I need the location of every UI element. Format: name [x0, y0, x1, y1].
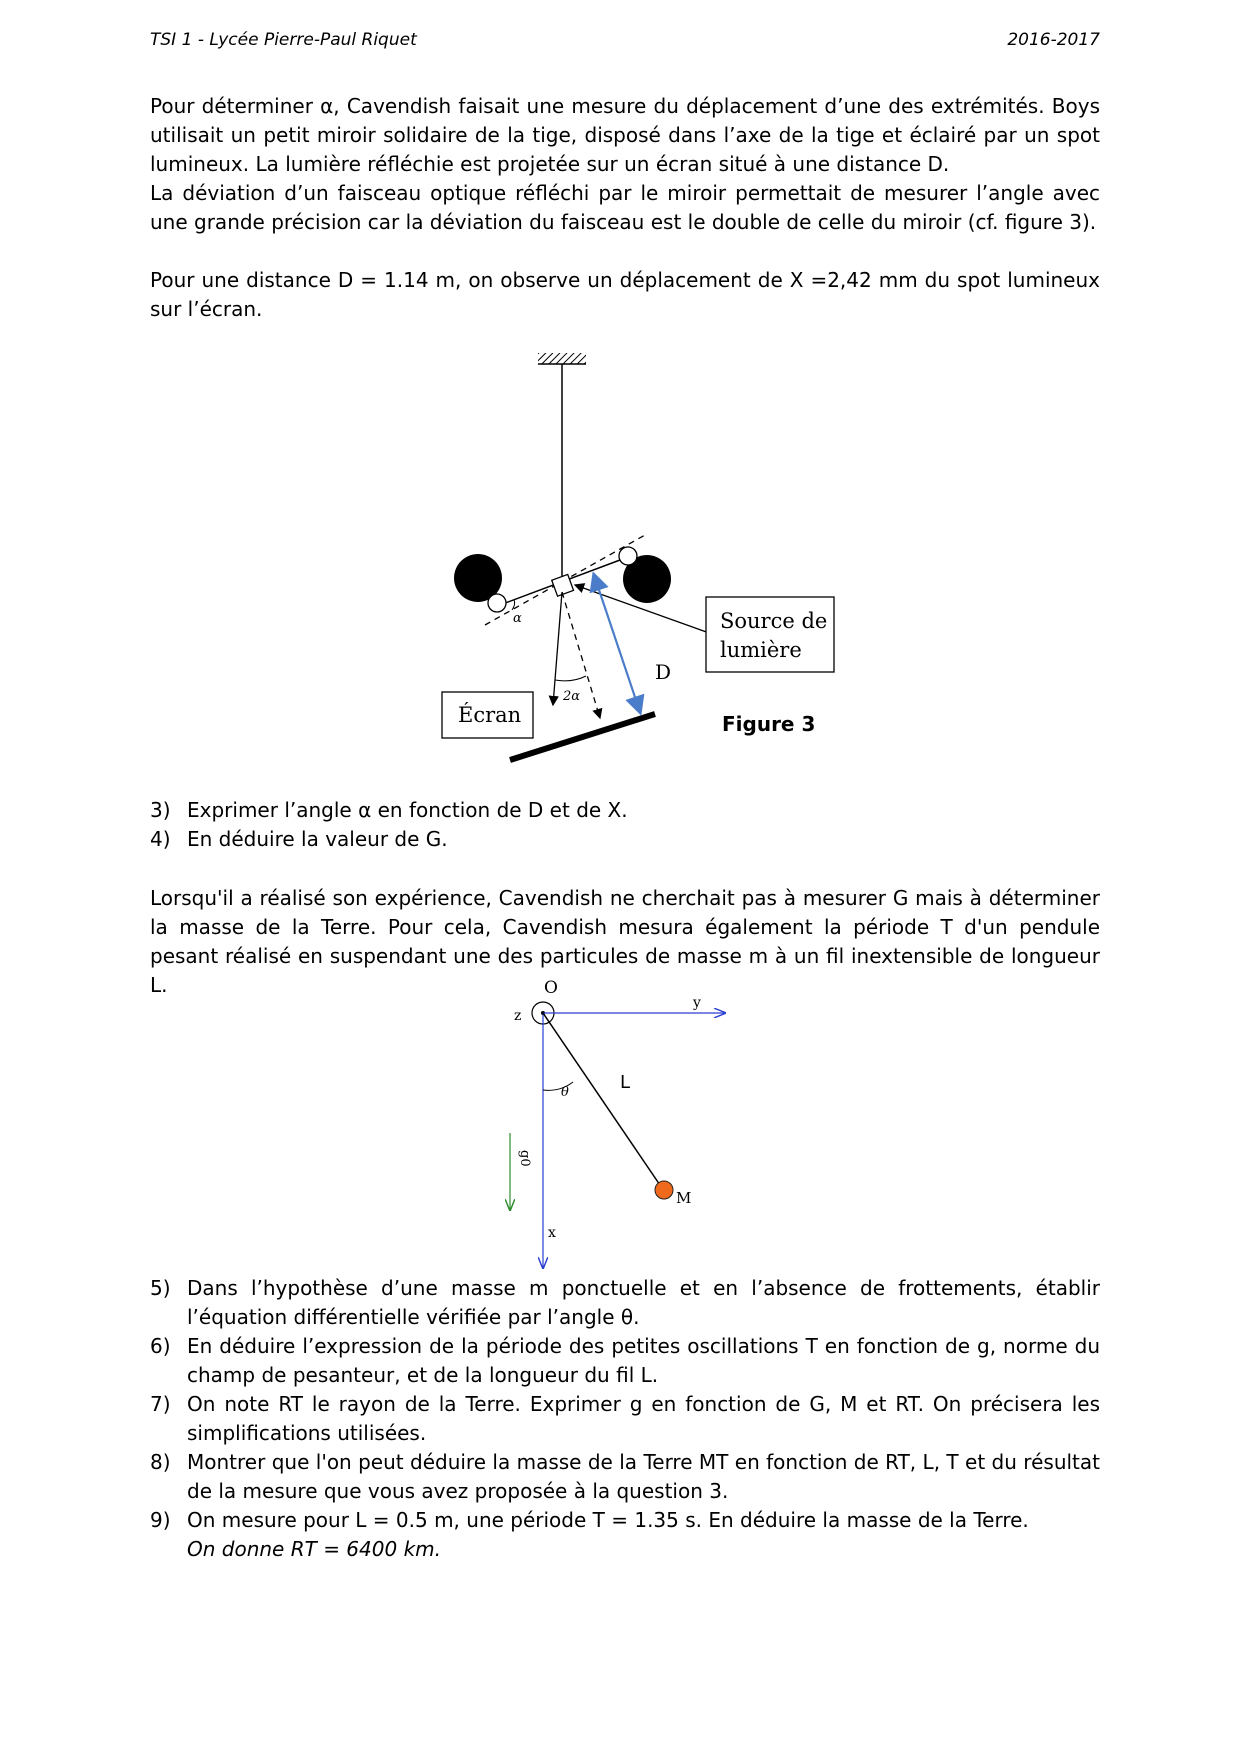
question-item	[150, 1332, 1100, 1390]
header-right: 2016-2017	[1007, 30, 1100, 50]
question-number: 3)	[150, 798, 171, 822]
question-number: 7)	[150, 1392, 171, 1416]
question-item	[150, 1390, 1100, 1448]
light-source-line1: Source de	[720, 609, 828, 633]
theta-label: θ	[561, 1085, 569, 1100]
axis-z-label: z	[514, 1008, 522, 1024]
question-item	[150, 1274, 1100, 1332]
given-data: On donne RT = 6400 km.	[187, 1537, 441, 1561]
given-data-item	[150, 1535, 1100, 1564]
axis-y-label: y	[693, 995, 701, 1011]
pendulum-string	[543, 1013, 662, 1188]
question-text: Montrer que l'on peut déduire la masse de la Terre MT en fonction de RT, L, T et du résultat de la mesure que vous avez proposée à la question 3.	[187, 1450, 1100, 1503]
two-alpha-label: 2α	[563, 689, 581, 704]
measurement-paragraph: Pour une distance D = 1.14 m, on observe un déplacement de X =2,42 mm du spot lumineux sur l’écran.	[150, 268, 1100, 321]
mass-label: M	[676, 1189, 692, 1207]
question-text: On mesure pour L = 0.5 m, une période T = 1.35 s. En déduire la masse de la Terre.	[187, 1508, 1029, 1532]
origin-label: O	[544, 978, 558, 998]
distance-label: D	[655, 660, 672, 684]
alpha-label: α	[513, 611, 522, 626]
paragraph-deviation: La déviation d’un faisceau optique réfléchi par le miroir permettait de mesurer l’angle avec une grande précision car la déviation du faisceau est le double de celle du miroir (cf. figure 3).	[150, 181, 1100, 234]
figure-caption: Figure 3	[722, 712, 816, 736]
question-text: On note RT le rayon de la Terre. Exprimer g en fonction de G, M et RT. On précisera les simplifications utilisées.	[187, 1392, 1100, 1445]
pendulum-mass	[655, 1181, 673, 1199]
paragraph-mirror: Pour déterminer α, Cavendish faisait une mesure du déplacement d’une des extrémités. Boys utilisait un petit miroir solidaire de la tige, disposé dans l’axe de la tige et éclairé par un spot lumineux. La lumière réfléchie est projetée sur un écran situé à une distance D.	[150, 94, 1100, 176]
length-label: L	[620, 1072, 631, 1093]
question-text: Exprimer l’angle α en fonction de D et de X.	[187, 798, 628, 822]
question-text: Dans l’hypothèse d’une masse m ponctuelle et en l’absence de frottements, établir l’équation différentielle vérifiée par l’angle θ.	[187, 1276, 1100, 1329]
question-number: 6)	[150, 1334, 171, 1358]
question-item	[150, 1448, 1100, 1506]
questions-5-9	[150, 1274, 1100, 1564]
header-left: TSI 1 - Lycée Pierre-Paul Riquet	[150, 30, 417, 50]
axis-x-label: x	[548, 1225, 556, 1241]
screen-label: Écran	[458, 703, 522, 727]
light-source-line2: lumière	[720, 638, 802, 662]
gravity-label: g0	[517, 1150, 532, 1167]
earth-mass-paragraph: Lorsqu'il a réalisé son expérience, Cavendish ne cherchait pas à mesurer G mais à déterminer la masse de la Terre. Pour cela, Cavendish mesura également la période T d'un pendule pesant réalisé en suspendant une des particules de masse m à un fil inextensible de longueur L.	[150, 886, 1100, 997]
question-number: 9)	[150, 1508, 171, 1532]
question-text: En déduire l’expression de la période des petites oscillations T en fonction de g, norme du champ de pesanteur, et de la longueur du fil L.	[187, 1334, 1100, 1387]
question-text: En déduire la valeur de G.	[187, 827, 448, 851]
question-number: 4)	[150, 827, 171, 851]
question-number: 5)	[150, 1276, 171, 1300]
question-number: 8)	[150, 1450, 171, 1474]
question-item	[150, 1506, 1100, 1535]
